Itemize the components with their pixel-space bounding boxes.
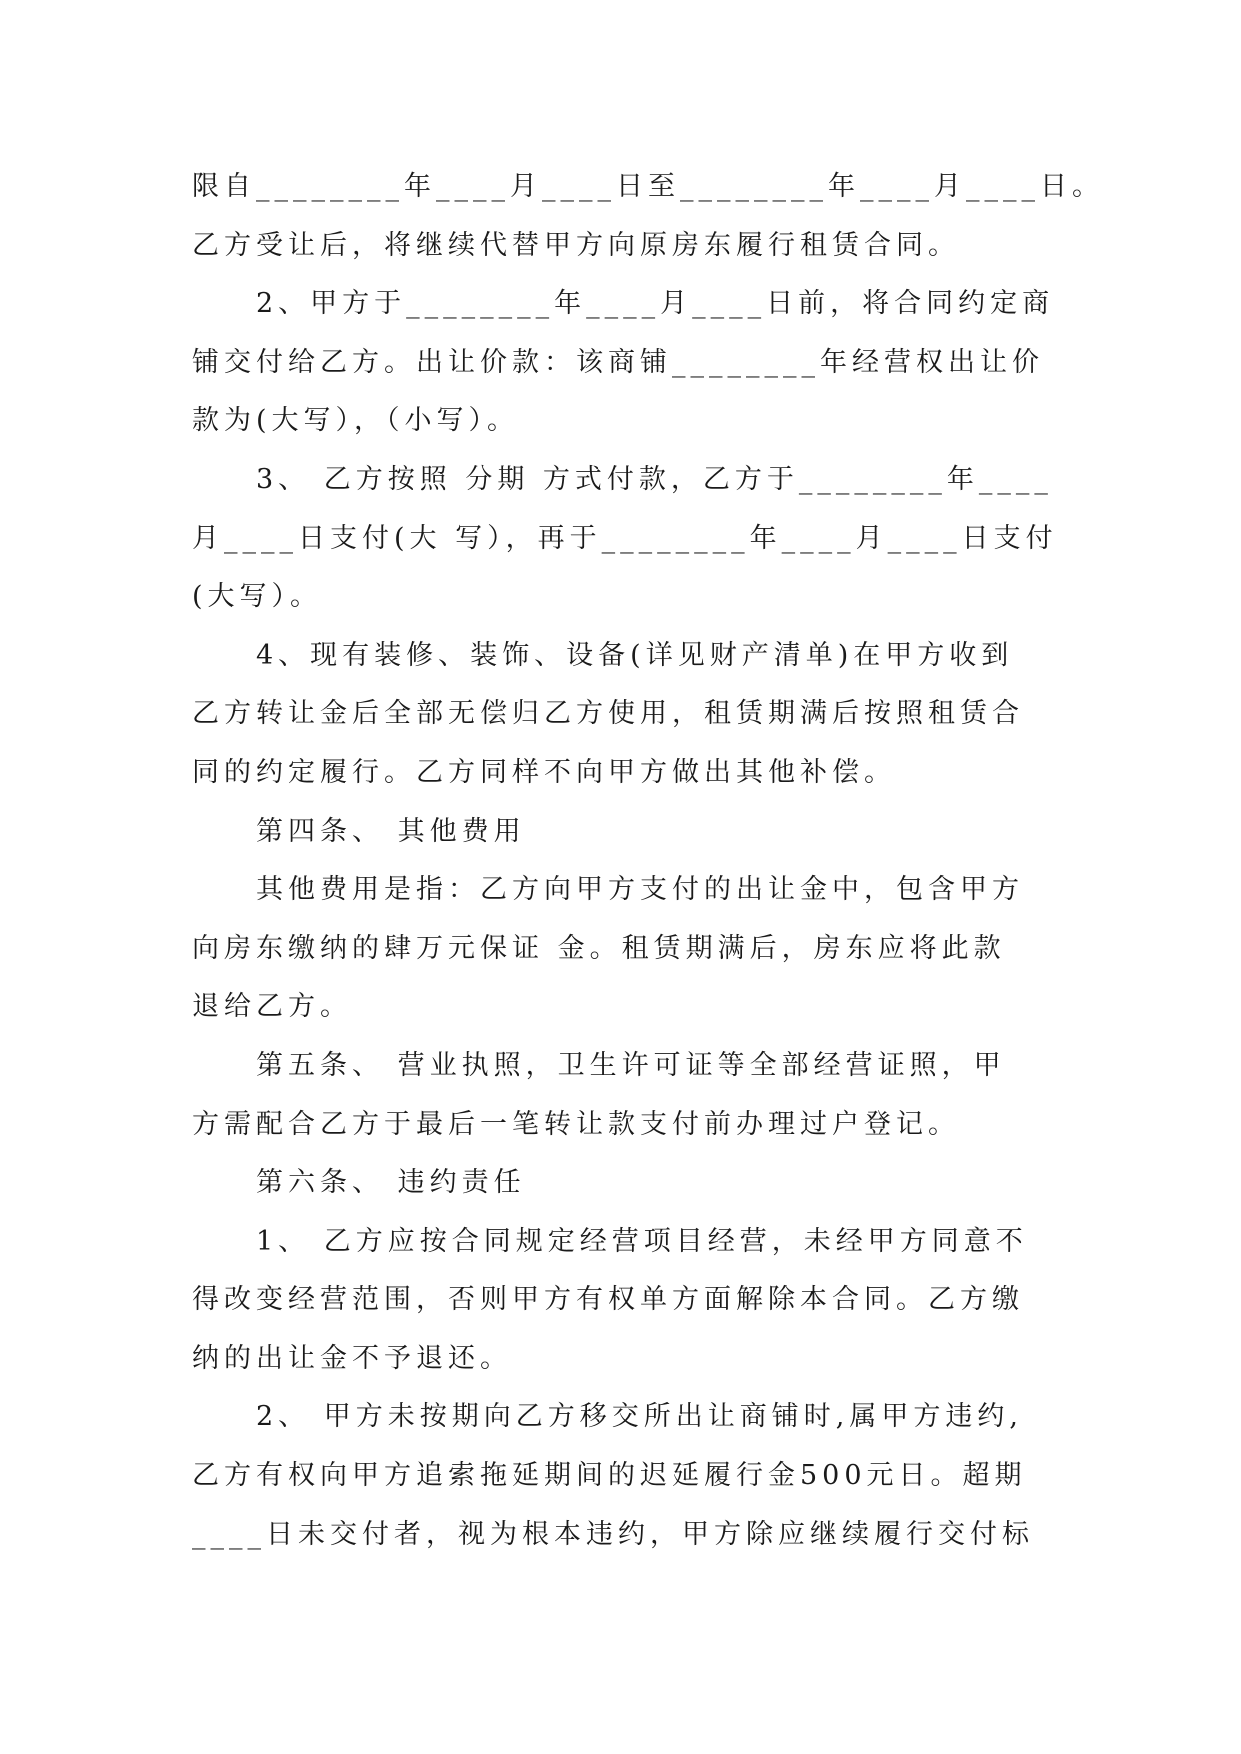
section-heading: 第五条、 营业执照，卫生许可证等全部经营证照，甲 bbox=[256, 1049, 1006, 1081]
section-heading: 第四条、 其他费用 bbox=[256, 815, 526, 847]
text-line: 限自________年____月____日至________年____月____日。 bbox=[192, 171, 1104, 202]
section-heading: 第六条、 违约责任 bbox=[256, 1167, 526, 1199]
text-line: (大写）。 bbox=[192, 581, 323, 613]
text-line: 乙方有权向甲方追索拖延期间的迟延履行金500元日。超期 bbox=[192, 1460, 1027, 1492]
text-line: 纳的出让金不予退还。 bbox=[192, 1342, 512, 1374]
text-line: 3、 乙方按照 分期 方式付款，乙方于________年____ bbox=[256, 463, 1053, 495]
text-line: 退给乙方。 bbox=[192, 991, 352, 1023]
text-line: ____日未交付者，视为根本违约，甲方除应继续履行交付标 bbox=[192, 1518, 1034, 1550]
document-body bbox=[192, 158, 1104, 1564]
text-line: 2、甲方于________年____月____日前，将合同约定商 bbox=[256, 288, 1055, 320]
text-line: 其他费用是指：乙方向甲方支付的出让金中，包含甲方 bbox=[256, 874, 1024, 906]
text-line: 方需配合乙方于最后一笔转让款支付前办理过户登记。 bbox=[192, 1108, 960, 1140]
text-line: 乙方转让金后全部无偿归乙方使用，租赁期满后按照租赁合 bbox=[192, 698, 1024, 730]
text-line: 2、 甲方未按期向乙方移交所出让商铺时,属甲方违约, bbox=[256, 1401, 1023, 1433]
text-line: 4、现有装修、装饰、设备(详见财产清单)在甲方收到 bbox=[256, 639, 1014, 671]
text-line: 乙方受让后，将继续代替甲方向原房东履行租赁合同。 bbox=[192, 229, 960, 261]
text-line: 得改变经营范围，否则甲方有权单方面解除本合同。乙方缴 bbox=[192, 1284, 1024, 1316]
text-line: 铺交付给乙方。出让价款：该商铺________年经营权出让价 bbox=[192, 346, 1044, 378]
text-line: 向房东缴纳的肆万元保证 金。租赁期满后，房东应将此款 bbox=[192, 932, 1006, 964]
text-line: 款为(大写），（小写）。 bbox=[192, 405, 520, 437]
text-line: 月____日支付(大 写），再于________年____月____日支付 bbox=[192, 522, 1058, 554]
text-line: 同的约定履行。乙方同样不向甲方做出其他补偿。 bbox=[192, 756, 896, 788]
text-line: 1、 乙方应按合同规定经营项目经营，未经甲方同意不 bbox=[256, 1225, 1028, 1257]
